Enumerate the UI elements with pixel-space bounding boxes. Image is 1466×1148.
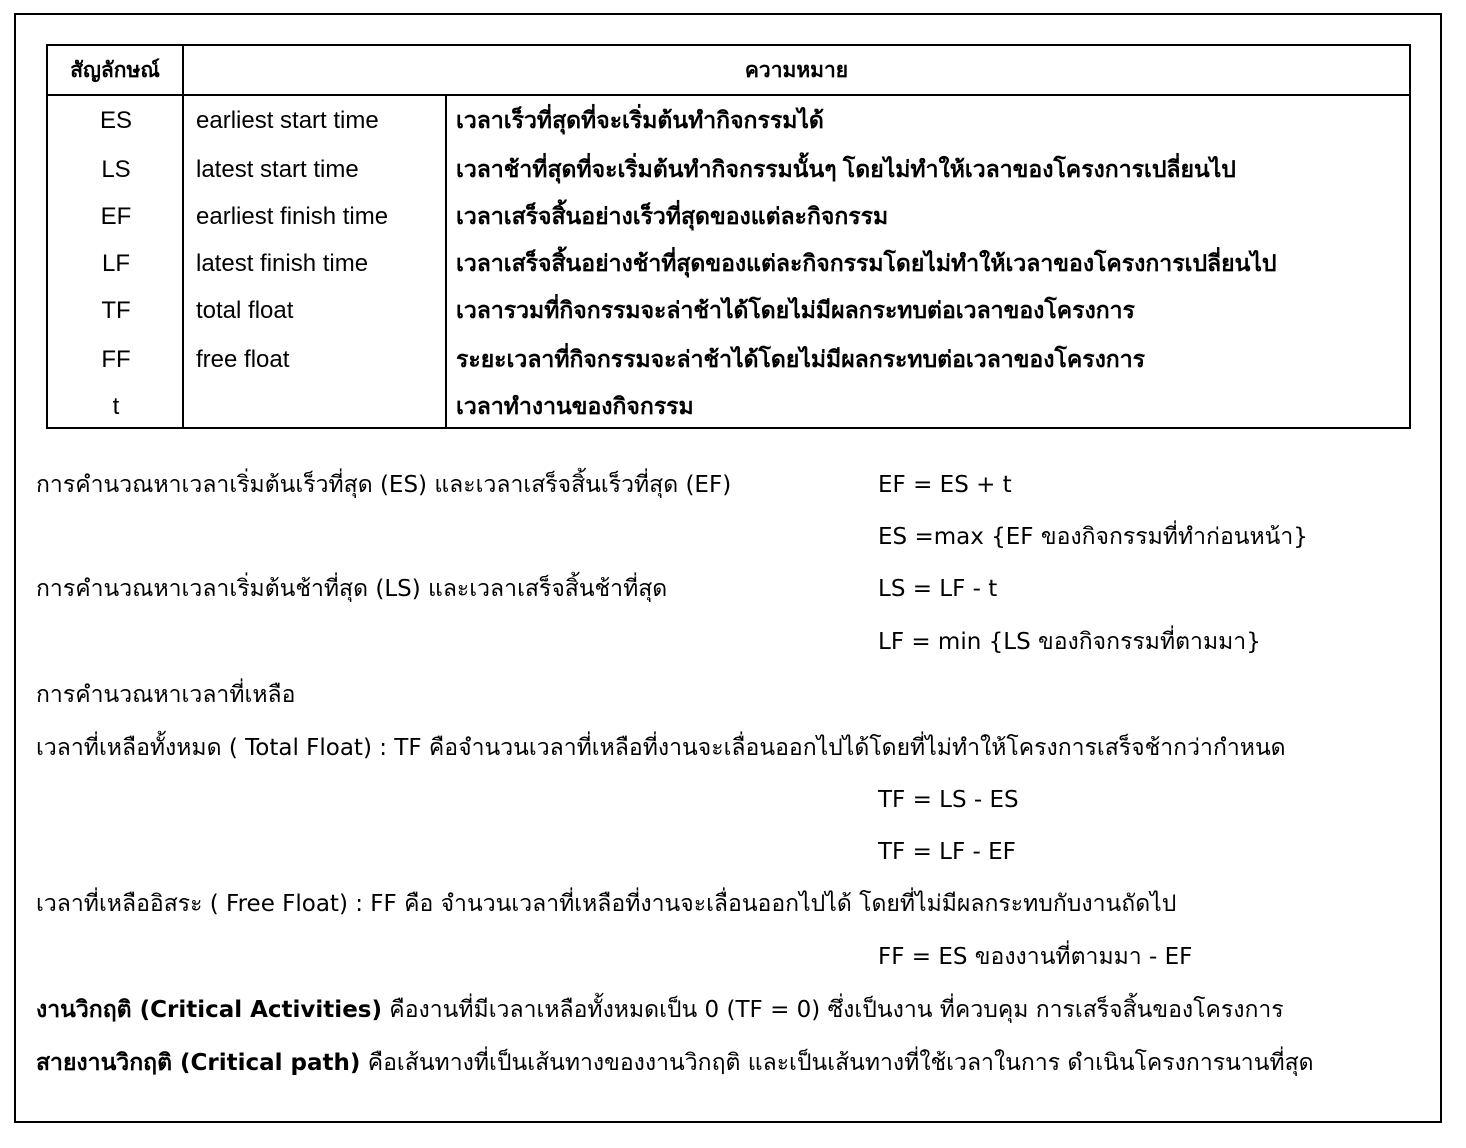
critical-activities-line: [36, 995, 1284, 1025]
row-symbol: FF: [101, 345, 131, 373]
total-float-definition: เวลาที่เหลือทั้งหมด ( Total Float) : TF คือจำนวนเวลาที่เหลือที่งานจะเลื่อนออกไปได้โดยที่ไม่ทำให้โครงการเสร็จช้ากว่ากำหนด: [36, 735, 1286, 761]
row-term: total float: [196, 296, 294, 324]
row-meaning: เวลารวมที่กิจกรรมจะล่าช้าได้โดยไม่มีผลกระทบต่อเวลาของโครงการ: [456, 296, 1135, 323]
formula-tf-2: TF = LF - EF: [878, 839, 1016, 865]
table-row: [48, 97, 1409, 144]
table-row: [48, 336, 1409, 383]
row-term: latest start time: [196, 155, 359, 183]
formula-ff: FF = ES ของงานที่ตามมา - EF: [878, 944, 1193, 970]
symbol-table: [46, 44, 1411, 429]
row-symbol: LF: [101, 249, 130, 277]
header-symbol: สัญลักษณ์: [48, 46, 184, 94]
formula-tf-1: TF = LS - ES: [878, 787, 1019, 813]
row-meaning: เวลาเสร็จสิ้นอย่างช้าที่สุดของแต่ละกิจกรรมโดยไม่ทำให้เวลาของโครงการเปลี่ยนไป: [456, 249, 1277, 276]
row-meaning: เวลาทำงานของกิจกรรม: [456, 392, 694, 419]
critical-path-term: สายงานวิกฤติ (Critical path): [36, 1050, 361, 1076]
es-ef-heading: การคำนวณหาเวลาเริ่มต้นเร็วที่สุด (ES) และเวลาเสร็จสิ้นเร็วที่สุด (EF): [36, 472, 732, 498]
row-term: earliest finish time: [196, 202, 389, 230]
row-term: earliest start time: [196, 106, 379, 134]
table-header: [48, 46, 1409, 96]
table-row: [48, 193, 1409, 240]
critical-activities-definition: คืองานที่มีเวลาเหลือทั้งหมดเป็น 0 (TF = 0) ซึ่งเป็นงาน ที่ควบคุม การเสร็จสิ้นของโครงการ: [382, 997, 1284, 1023]
row-meaning: ระยะเวลาที่กิจกรรมจะล่าช้าได้โดยไม่มีผลกระทบต่อเวลาของโครงการ: [456, 345, 1145, 372]
row-meaning: เวลาเสร็จสิ้นอย่างเร็วที่สุดของแต่ละกิจกรรม: [456, 202, 889, 229]
row-symbol: t: [112, 392, 120, 420]
row-symbol: LS: [101, 155, 131, 183]
critical-path-definition: คือเส้นทางที่เป็นเส้นทางของงานวิกฤติ และเป็นเส้นทางที่ใช้เวลาในการ ดำเนินโครงการนานที่สุด: [360, 1050, 1314, 1076]
formula-ef: EF = ES + t: [878, 472, 1012, 498]
row-term: latest finish time: [196, 249, 369, 277]
table-row: [48, 383, 1409, 430]
formula-lf: LF = min {LS ของกิจกรรมที่ตามมา}: [878, 629, 1261, 655]
row-symbol: EF: [100, 202, 132, 230]
table-row: [48, 287, 1409, 334]
critical-path-line: [36, 1048, 1314, 1078]
formula-ls: LS = LF - t: [878, 576, 998, 602]
row-meaning: เวลาช้าที่สุดที่จะเริ่มต้นทำกิจกรรมนั้นๆ โดยไม่ทำให้เวลาของโครงการเปลี่ยนไป: [456, 155, 1236, 182]
row-symbol: TF: [101, 296, 131, 324]
row-symbol: ES: [99, 106, 132, 134]
table-row: [48, 146, 1409, 193]
row-term: free float: [196, 345, 290, 373]
critical-activities-term: งานวิกฤติ (Critical Activities): [36, 997, 382, 1023]
formula-es: ES =max {EF ของกิจกรรมที่ทำก่อนหน้า}: [878, 524, 1308, 550]
free-float-definition: เวลาที่เหลืออิสระ ( Free Float) : FF คือ จำนวนเวลาที่เหลือที่งานจะเลื่อนออกไปได้ โดยที่ไม่มีผลกระทบกับงานถัดไป: [36, 891, 1177, 917]
ls-lf-heading: การคำนวณหาเวลาเริ่มต้นช้าที่สุด (LS) และเวลาเสร็จสิ้นช้าที่สุด: [36, 576, 668, 602]
row-meaning: เวลาเร็วที่สุดที่จะเริ่มต้นทำกิจกรรมได้: [456, 106, 824, 133]
table-row: [48, 240, 1409, 287]
header-meaning: ความหมาย: [744, 58, 849, 82]
float-heading: การคำนวณหาเวลาที่เหลือ: [36, 682, 296, 708]
